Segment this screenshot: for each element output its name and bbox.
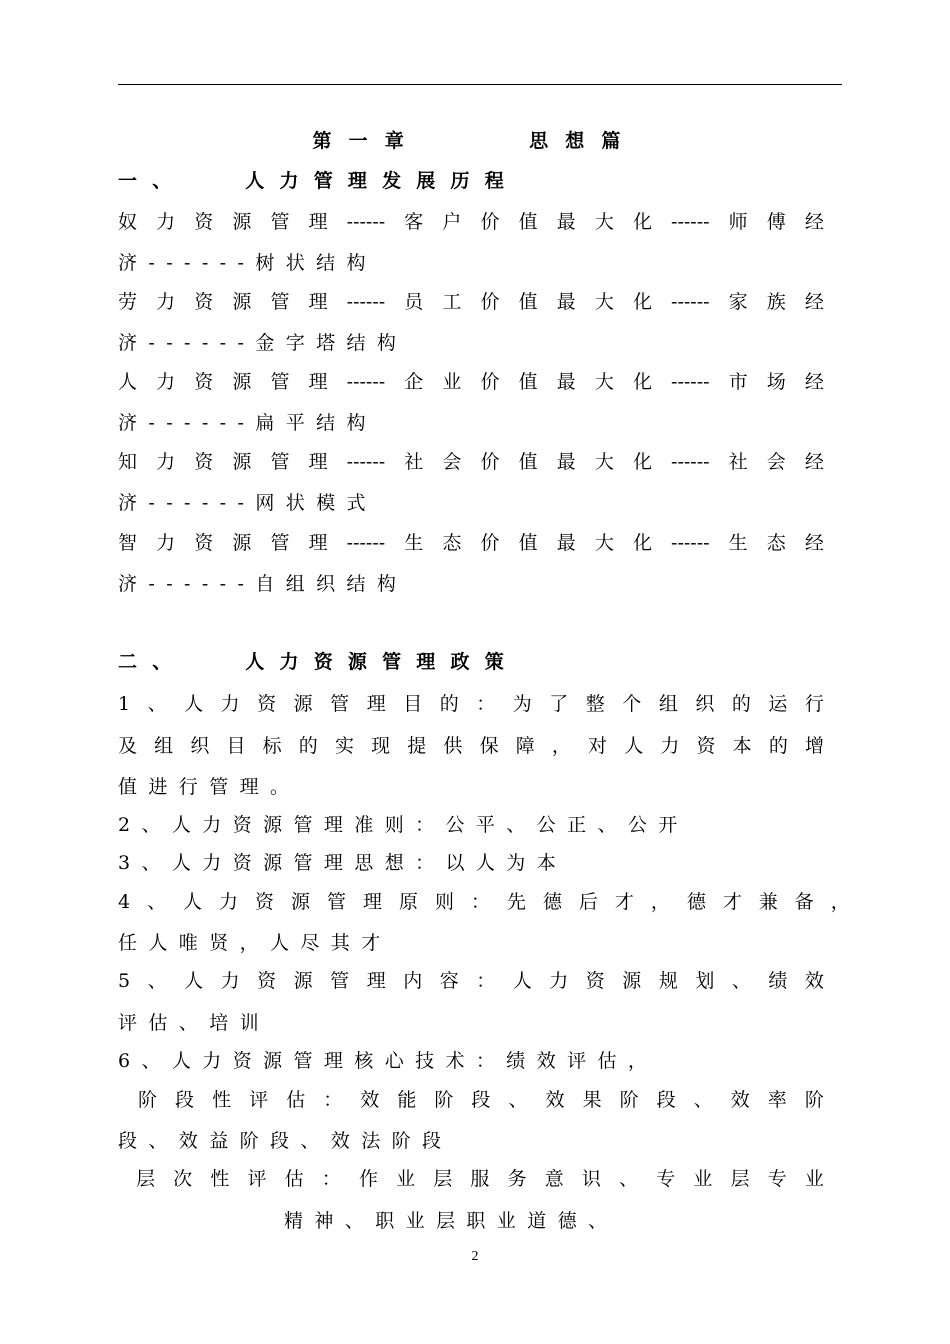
body-line: 5 、 人 力 资 源 管 理 内 容 ： 人 力 资 源 规 划 、 绩 效: [118, 970, 824, 992]
body-line: 济------金字塔结构: [118, 332, 408, 354]
body-line: 2、人力资源管理准则：公平、公正、公开: [118, 814, 689, 836]
body-line: 济------扁平结构: [118, 412, 377, 434]
body-line: 段、效益阶段、效法阶段: [118, 1130, 453, 1152]
body-line: 智 力 资 源 管 理 ------ 生 态 价 值 最 大 化 ------ 生 态 经: [118, 532, 824, 554]
body-line: 精神、职业层职业道德、: [284, 1210, 619, 1232]
body-line: 济------网状模式: [118, 492, 377, 514]
body-line: 值进行管理。: [118, 776, 301, 798]
body-line: 6、人力资源管理核心技术：绩效评估，: [118, 1050, 659, 1072]
body-line: 评估、培训: [118, 1012, 271, 1034]
body-line: 3、人力资源管理思想：以人为本: [118, 852, 568, 874]
body-line: 1 、 人 力 资 源 管 理 目 的 ： 为 了 整 个 组 织 的 运 行: [118, 693, 824, 715]
section-heading-2: 二、 人力资源管理政策: [118, 651, 519, 673]
section-heading-1: 一、 人力管理发展历程: [118, 170, 519, 192]
body-line: 层 次 性 评 估 ： 作 业 层 服 务 意 识 、 专 业 层 专 业: [136, 1168, 824, 1190]
body-line: 济------树状结构: [118, 252, 377, 274]
body-line: 劳 力 资 源 管 理 ------ 员 工 价 值 最 大 化 ------ 家 族 经: [118, 291, 824, 313]
body-line: 阶 段 性 评 估 ： 效 能 阶 段 、 效 果 阶 段 、 效 率 阶: [138, 1089, 824, 1111]
body-line: 人 力 资 源 管 理 ------ 企 业 价 值 最 大 化 ------ 市 场 经: [118, 371, 824, 393]
body-line: 任人唯贤，人尽其才: [118, 932, 392, 954]
body-line: 济------自组织结构: [118, 573, 408, 595]
chapter-title: 第一章 思想篇: [312, 130, 638, 152]
body-line: 4 、 人 力 资 源 管 理 原 则 ： 先 德 后 才 ， 德 才 兼 备 ，: [118, 891, 850, 913]
body-line: 奴 力 资 源 管 理 ------ 客 户 价 值 最 大 化 ------ 师 傅 经: [118, 211, 824, 233]
page-number: 2: [471, 1249, 479, 1264]
body-line: 及 组 织 目 标 的 实 现 提 供 保 障 ， 对 人 力 资 本 的 增: [118, 735, 824, 757]
header-rule: [118, 84, 842, 85]
body-line: 知 力 资 源 管 理 ------ 社 会 价 值 最 大 化 ------ 社 会 经: [118, 451, 824, 473]
